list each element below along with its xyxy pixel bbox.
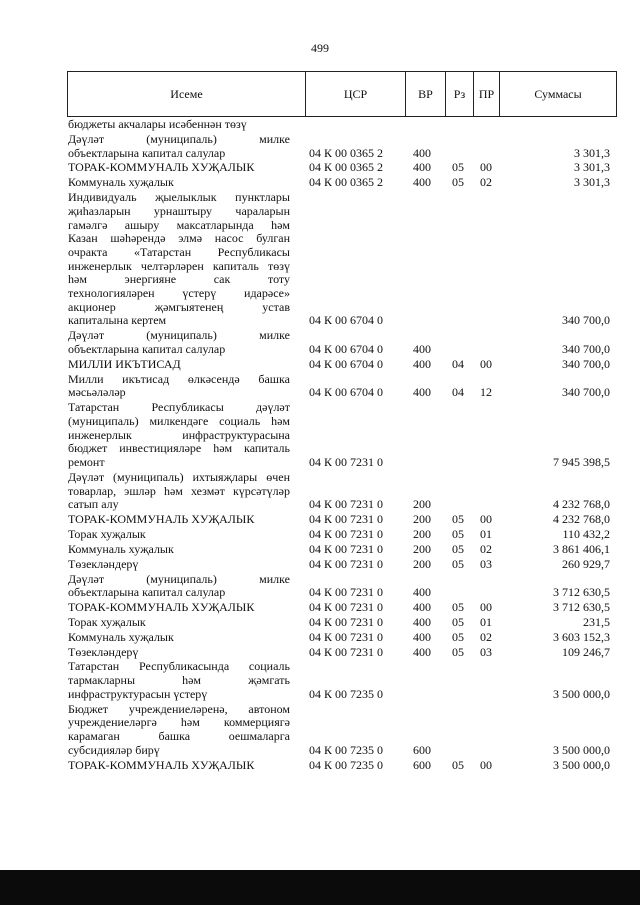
row-name-line: Коммуналь хуҗалык	[68, 175, 174, 190]
row-name-line: Коммуналь хуҗалык	[68, 541, 174, 556]
row-name-line: капиталына кертем	[68, 313, 167, 328]
row-name-line: ТОРАК-КОММУНАЛЬ ХУҖАЛЫК	[68, 757, 255, 772]
row-vr: 400	[413, 175, 431, 190]
table-row	[0, 528, 640, 542]
row-csr: 04 К 00 7231 0	[309, 512, 384, 527]
row-vr: 400	[413, 600, 431, 615]
row-sum: 340 700,0	[562, 356, 610, 371]
column-header-vr: ВР	[405, 72, 445, 116]
row-vr: 200	[413, 512, 431, 527]
row-name-line: очракта «Татарстан Республикасы	[68, 244, 290, 259]
row-csr: 04 К 00 6704 0	[309, 385, 384, 400]
column-header-csr: ЦСР	[305, 72, 405, 116]
row-csr: 04 К 00 7231 0	[309, 497, 384, 512]
row-vr: 400	[413, 614, 431, 629]
row-name	[68, 528, 290, 542]
row-rz: 05	[452, 629, 464, 644]
row-csr: 04 К 00 7231 0	[309, 614, 384, 629]
row-csr: 04 К 00 7235 0	[309, 757, 384, 772]
row-name-line: Казан шәһәрендә элмә насос булган	[68, 231, 290, 246]
row-sum: 340 700,0	[562, 341, 610, 356]
row-name-line: инженерлык челтәрләрен капиталь төзү	[68, 258, 290, 273]
row-sum: 231,5	[583, 614, 610, 629]
row-name-line: МИЛЛИ ИКЪТИСАД	[68, 356, 181, 371]
row-pr: 02	[480, 175, 492, 190]
table-row	[0, 191, 640, 328]
row-sum: 110 432,2	[562, 526, 610, 541]
row-pr: 00	[480, 512, 492, 527]
row-pr: 00	[480, 356, 492, 371]
row-vr: 400	[413, 585, 431, 600]
row-pr: 01	[480, 526, 492, 541]
row-name-line: субсидияләр бирү	[68, 742, 160, 757]
table-row	[0, 133, 640, 160]
row-sum: 3 712 630,5	[553, 600, 610, 615]
row-sum: 7 945 398,5	[553, 454, 610, 469]
table-row	[0, 118, 640, 132]
row-rz: 05	[452, 526, 464, 541]
row-rz: 05	[452, 160, 464, 175]
scan-footer-bar	[0, 870, 640, 905]
row-name-line: ТОРАК-КОММУНАЛЬ ХУҖАЛЫК	[68, 160, 255, 175]
table-row	[0, 601, 640, 615]
row-vr: 400	[413, 356, 431, 371]
row-vr: 600	[413, 742, 431, 757]
row-csr: 04 К 00 6704 0	[309, 313, 384, 328]
row-csr: 04 К 00 7231 0	[309, 541, 384, 556]
table-row	[0, 176, 640, 190]
row-rz: 05	[452, 175, 464, 190]
row-name-line: тармакларны һәм җәмгать	[68, 673, 290, 688]
row-sum: 109 246,7	[562, 644, 610, 659]
row-sum: 3 712 630,5	[553, 585, 610, 600]
row-name-line: объектларына капитал салулар	[68, 145, 226, 160]
row-rz: 05	[452, 757, 464, 772]
row-sum: 3 500 000,0	[553, 757, 610, 772]
row-name	[68, 513, 290, 527]
row-name-line: технологияләрен үстерү идарәсе»	[68, 286, 290, 301]
row-pr: 00	[480, 160, 492, 175]
row-name-line: объектларына капитал салулар	[68, 341, 226, 356]
table-row	[0, 513, 640, 527]
row-rz: 05	[452, 556, 464, 571]
row-vr: 400	[413, 644, 431, 659]
row-sum: 3 301,3	[574, 175, 610, 190]
row-name-line: акционер җәмгыятенең устав	[68, 299, 290, 314]
row-name-line: (муниципаль) милкендәге социаль һәм	[68, 413, 290, 428]
row-name-line: Төзекләндерү	[68, 644, 139, 659]
row-name-line: Дәүләт (муниципаль) ихтыяҗлары өчен	[68, 469, 290, 484]
row-name-line: Индивидуаль җыелыклык пунктлары	[68, 190, 290, 205]
table-row	[0, 161, 640, 175]
row-csr: 04 К 00 7231 0	[309, 585, 384, 600]
row-sum: 340 700,0	[562, 385, 610, 400]
row-rz: 05	[452, 541, 464, 556]
row-sum: 340 700,0	[562, 313, 610, 328]
table-row	[0, 471, 640, 512]
row-rz: 04	[452, 356, 464, 371]
row-name-line: объектларына капитал салулар	[68, 585, 226, 600]
row-name-line: инфраструктурасын үстерү	[68, 686, 208, 701]
row-name	[68, 601, 290, 615]
row-pr: 00	[480, 757, 492, 772]
row-name-line: бюджет инвестицияләре һәм капиталь	[68, 441, 290, 456]
row-name-line: Торак хуҗалык	[68, 526, 146, 541]
row-sum: 260 929,7	[562, 556, 610, 571]
table-row	[0, 616, 640, 630]
row-pr: 01	[480, 614, 492, 629]
row-name	[68, 401, 290, 470]
row-name	[68, 558, 290, 572]
table-row	[0, 759, 640, 773]
row-name-line: Торак хуҗалык	[68, 614, 146, 629]
row-name	[68, 373, 290, 400]
row-name	[68, 118, 290, 132]
row-name-line: Татарстан Республикасында социаль	[68, 659, 290, 674]
row-vr: 400	[413, 385, 431, 400]
row-name-line: Дәүләт (муниципаль) милке	[68, 328, 290, 343]
row-name-line: товарлар, эшләр һәм хезмәт күрсәтүләр	[68, 483, 290, 498]
row-rz: 04	[452, 385, 464, 400]
row-csr: 04 К 00 7231 0	[309, 454, 384, 469]
table-header	[67, 71, 617, 117]
row-sum: 4 232 768,0	[553, 497, 610, 512]
row-name-line: Төзекләндерү	[68, 556, 139, 571]
row-name	[68, 616, 290, 630]
row-vr: 400	[413, 145, 431, 160]
row-vr: 400	[413, 160, 431, 175]
row-name	[68, 646, 290, 660]
row-name-line: Милли икътисад өлкәсендә башка	[68, 371, 290, 386]
row-vr: 600	[413, 757, 431, 772]
table-row	[0, 329, 640, 356]
row-pr: 03	[480, 644, 492, 659]
row-name	[68, 703, 290, 758]
row-sum: 3 861 406,1	[553, 541, 610, 556]
row-csr: 04 К 00 7231 0	[309, 526, 384, 541]
table-row	[0, 373, 640, 400]
row-name-line: бюджеты акчалары исәбеннән төзү	[68, 117, 247, 131]
column-header-name: Исеме	[170, 86, 203, 101]
row-sum: 3 301,3	[574, 145, 610, 160]
row-vr: 400	[413, 629, 431, 644]
row-name	[68, 631, 290, 645]
row-sum: 4 232 768,0	[553, 512, 610, 527]
row-name-line: учреждениеләргә һәм коммерциягә	[68, 715, 290, 730]
row-csr: 04 К 00 7235 0	[309, 686, 384, 701]
row-name	[68, 573, 290, 600]
row-name	[68, 191, 290, 328]
row-name-line: гамәлгә ашыру максатларында һәм	[68, 217, 290, 232]
page-number: 499	[311, 41, 329, 55]
row-name-line: Дәүләт (муниципаль) милке	[68, 131, 290, 146]
row-rz: 05	[452, 614, 464, 629]
table-row	[0, 358, 640, 372]
row-csr: 04 К 00 7231 0	[309, 629, 384, 644]
row-name-line: Бюджет учреждениеләренә, автоном	[68, 701, 290, 716]
row-name-line: Коммуналь хуҗалык	[68, 629, 174, 644]
table-row	[0, 660, 640, 701]
row-name	[68, 358, 290, 372]
column-header-rz: Рз	[445, 72, 473, 116]
table-row	[0, 703, 640, 758]
row-sum: 3 500 000,0	[553, 742, 610, 757]
row-sum: 3 603 152,3	[553, 629, 610, 644]
row-name-line: карамаган башка оешмаларга	[68, 729, 290, 744]
row-csr: 04 К 00 7235 0	[309, 742, 384, 757]
table-row	[0, 558, 640, 572]
row-name	[68, 660, 290, 701]
row-csr: 04 К 00 7231 0	[309, 644, 384, 659]
row-pr: 00	[480, 600, 492, 615]
row-vr: 200	[413, 497, 431, 512]
row-name-line: җиһазларын урнаштыру чараларын	[68, 203, 290, 218]
row-name	[68, 161, 290, 175]
row-sum: 3 500 000,0	[553, 686, 610, 701]
table-row	[0, 401, 640, 470]
row-name	[68, 471, 290, 512]
row-name	[68, 329, 290, 356]
column-header-sum: Суммасы	[499, 72, 616, 116]
row-pr: 02	[480, 629, 492, 644]
row-sum: 3 301,3	[574, 160, 610, 175]
row-pr: 12	[480, 385, 492, 400]
row-pr: 03	[480, 556, 492, 571]
row-name-line: мәсьәләләр	[68, 385, 126, 400]
row-vr: 400	[413, 341, 431, 356]
row-vr: 200	[413, 556, 431, 571]
row-pr: 02	[480, 541, 492, 556]
row-vr: 200	[413, 541, 431, 556]
row-name	[68, 133, 290, 160]
row-name-line: ремонт	[68, 455, 105, 469]
row-rz: 05	[452, 512, 464, 527]
row-name-line: Дәүләт (муниципаль) милке	[68, 571, 290, 586]
row-name-line: һәм энергияне сак тоту	[68, 272, 290, 287]
column-header-pr: ПР	[473, 72, 499, 116]
row-csr: 04 К 00 6704 0	[309, 341, 384, 356]
row-rz: 05	[452, 600, 464, 615]
row-vr: 200	[413, 526, 431, 541]
row-name-line: сатып алу	[68, 497, 119, 512]
row-csr: 04 К 00 6704 0	[309, 356, 384, 371]
row-name	[68, 176, 290, 190]
table-row	[0, 573, 640, 600]
row-csr: 04 К 00 0365 2	[309, 160, 384, 175]
table-row	[0, 631, 640, 645]
row-name-line: инженерлык инфраструктурасына	[68, 427, 290, 442]
row-name-line: ТОРАК-КОММУНАЛЬ ХУҖАЛЫК	[68, 600, 255, 615]
table-row	[0, 543, 640, 557]
row-csr: 04 К 00 0365 2	[309, 145, 384, 160]
row-rz: 05	[452, 644, 464, 659]
row-name	[68, 759, 290, 773]
row-csr: 04 К 00 7231 0	[309, 600, 384, 615]
row-name	[68, 543, 290, 557]
table-row	[0, 646, 640, 660]
row-csr: 04 К 00 0365 2	[309, 175, 384, 190]
row-name-line: ТОРАК-КОММУНАЛЬ ХУҖАЛЫК	[68, 512, 255, 527]
row-name-line: Татарстан Республикасы дәүләт	[68, 400, 290, 415]
row-csr: 04 К 00 7231 0	[309, 556, 384, 571]
